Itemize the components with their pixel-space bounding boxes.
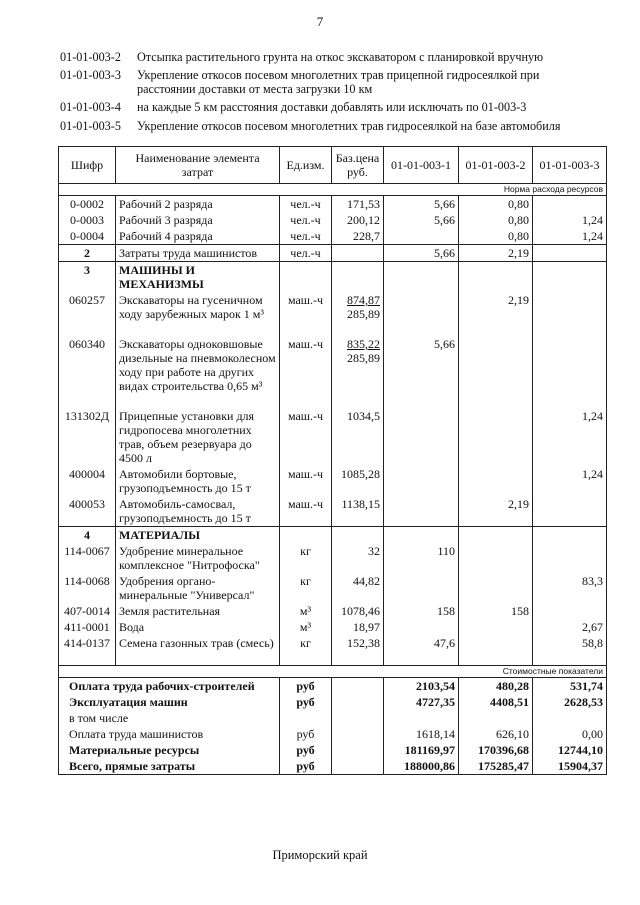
row-c1: [384, 573, 459, 603]
row-c3: 1,24: [533, 228, 607, 245]
total-c3: 12744,10: [533, 742, 607, 758]
header-text: Укрепление откосов посевом многолетних трав прицепной гидросеялкой при расстоянии доставки от места загрузки 10 км: [137, 68, 540, 96]
total-row: [59, 678, 607, 695]
total-name: Эксплуатация машин: [59, 694, 280, 710]
section-title: МАТЕРИАЛЫ: [116, 527, 280, 544]
row-price: 1034,5: [332, 408, 384, 466]
page-number: 7: [316, 14, 324, 29]
total-unit: руб: [280, 758, 332, 775]
total-c2: 4408,51: [459, 694, 533, 710]
row-unit: маш.-ч: [280, 292, 332, 336]
header-code: 01-01-003-4: [60, 100, 121, 114]
total-c1: 4727,35: [384, 694, 459, 710]
table-row: [59, 228, 607, 245]
total-row: [59, 726, 607, 742]
row-c1: [384, 496, 459, 527]
total-c2: 480,28: [459, 678, 533, 695]
machines-section-row: [59, 262, 607, 293]
total-c3: 15904,37: [533, 758, 607, 775]
row-c1: [384, 619, 459, 635]
total-c1: [384, 710, 459, 726]
row-code: 2: [59, 245, 116, 262]
row-name: Удобрения органо-минеральные "Универсал": [116, 573, 280, 603]
row-unit: маш.-ч: [280, 336, 332, 408]
total-name: Оплата труда рабочих-строителей: [59, 678, 280, 695]
resource-table: [58, 146, 607, 775]
row-price: [332, 336, 384, 408]
table-row: [59, 573, 607, 603]
col-header-code: Шифр: [59, 147, 116, 184]
total-row: [59, 758, 607, 775]
row-code: 060257: [59, 292, 116, 336]
total-c1: 2103,54: [384, 678, 459, 695]
table-row: [59, 496, 607, 527]
row-c3: 2,67: [533, 619, 607, 635]
table-header-row: [59, 147, 607, 184]
header-code: 01-01-003-2: [60, 50, 121, 64]
col-header-c3: 01-01-003-3: [533, 147, 607, 184]
total-name: Всего, прямые затраты: [59, 758, 280, 775]
row-price: 200,12: [332, 212, 384, 228]
row-price: 44,82: [332, 573, 384, 603]
row-c2: 0,80: [459, 212, 533, 228]
row-price: 228,7: [332, 228, 384, 245]
row-c1: 5,66: [384, 336, 459, 408]
table-row: [59, 543, 607, 573]
header-text: Отсыпка растительного грунта на откос экскаватором с планировкой вручную: [137, 50, 544, 64]
total-unit: [280, 710, 332, 726]
row-unit: кг: [280, 573, 332, 603]
row-c3: 1,24: [533, 408, 607, 466]
row-name: Экскаваторы одноковшовые дизельные на пневмоколесном ходу при работе на других видах строительства 0,65 м³: [116, 336, 280, 408]
total-c3: 531,74: [533, 678, 607, 695]
row-c2: 0,80: [459, 228, 533, 245]
row-c2: 2,19: [459, 496, 533, 527]
row-unit: м³: [280, 603, 332, 619]
col-header-price: Баз.цена руб.: [332, 147, 384, 184]
materials-section-row: [59, 527, 607, 544]
row-c3: 58,8: [533, 635, 607, 666]
table-row: [59, 292, 607, 336]
row-c3: [533, 603, 607, 619]
row-name: Удобрение минеральное комплексное "Нитрофоска": [116, 543, 280, 573]
header-text: Укрепление откосов посевом многолетних трав гидросеялкой на базе автомобиля: [137, 119, 561, 133]
row-price: 1138,15: [332, 496, 384, 527]
row-price: [332, 245, 384, 262]
row-code: 414-0137: [59, 635, 116, 666]
total-row: [59, 742, 607, 758]
total-row: [59, 694, 607, 710]
total-c2: 170396,68: [459, 742, 533, 758]
table-row: [59, 196, 607, 213]
row-name: Экскаваторы на гусеничном ходу зарубежных марок 1 м³: [116, 292, 280, 336]
row-c2: [459, 573, 533, 603]
row-c2: 158: [459, 603, 533, 619]
row-price: 171,53: [332, 196, 384, 213]
row-c2: [459, 619, 533, 635]
row-c1: 158: [384, 603, 459, 619]
row-unit: чел.-ч: [280, 245, 332, 262]
row-unit: маш.-ч: [280, 466, 332, 496]
price-primary: 835,22: [347, 337, 380, 351]
row-unit: чел.-ч: [280, 228, 332, 245]
row-c1: [384, 466, 459, 496]
col-header-c1: 01-01-003-1: [384, 147, 459, 184]
row-unit: кг: [280, 543, 332, 573]
page-footer: Приморский край: [272, 848, 368, 862]
price-secondary: 285,89: [347, 307, 380, 321]
table-row: [59, 408, 607, 466]
price-secondary: 285,89: [347, 351, 380, 365]
table-row: [59, 336, 607, 408]
total-name: Оплата труда машинистов: [59, 726, 280, 742]
row-code: 411-0001: [59, 619, 116, 635]
row-c2: [459, 466, 533, 496]
row-c3: [533, 496, 607, 527]
row-code: 400004: [59, 466, 116, 496]
row-c2: [459, 408, 533, 466]
total-c1: 1618,14: [384, 726, 459, 742]
machinist-row: [59, 245, 607, 262]
table-row: [59, 212, 607, 228]
row-c3: [533, 336, 607, 408]
row-c2: [459, 336, 533, 408]
table-row: [59, 619, 607, 635]
section-code: 3: [59, 262, 116, 293]
row-price: 152,38: [332, 635, 384, 666]
row-code: 0-0003: [59, 212, 116, 228]
row-code: 407-0014: [59, 603, 116, 619]
row-c1: [384, 408, 459, 466]
total-c2: 175285,47: [459, 758, 533, 775]
row-unit: кг: [280, 635, 332, 666]
row-unit: маш.-ч: [280, 496, 332, 527]
total-c3: 2628,53: [533, 694, 607, 710]
col-header-name: Наименование элемента затрат: [116, 147, 280, 184]
row-c3: [533, 196, 607, 213]
col-header-unit: Ед.изм.: [280, 147, 332, 184]
header-code: 01-01-003-3: [60, 68, 121, 82]
row-name: Автомобиль-самосвал, грузоподъемность до 15 т: [116, 496, 280, 527]
section-code: 4: [59, 527, 116, 544]
row-code: 114-0067: [59, 543, 116, 573]
norm-label-row: [59, 184, 607, 196]
row-c2: 2,19: [459, 292, 533, 336]
row-c1: [384, 228, 459, 245]
row-unit: чел.-ч: [280, 212, 332, 228]
row-c3: 1,24: [533, 212, 607, 228]
row-name: Вода: [116, 619, 280, 635]
row-c3: [533, 245, 607, 262]
row-c3: 1,24: [533, 466, 607, 496]
table-row: [59, 603, 607, 619]
section-title: МАШИНЫ И МЕХАНИЗМЫ: [116, 262, 280, 293]
total-c3: 0,00: [533, 726, 607, 742]
row-code: 114-0068: [59, 573, 116, 603]
total-name: Материальные ресурсы: [59, 742, 280, 758]
row-name: Земля растительная: [116, 603, 280, 619]
row-code: 0-0002: [59, 196, 116, 213]
cost-label: Стоимостные показатели: [59, 666, 607, 678]
row-price: [332, 292, 384, 336]
table-row: [59, 635, 607, 666]
row-c2: [459, 543, 533, 573]
row-name: Семена газонных трав (смесь): [116, 635, 280, 666]
header-code: 01-01-003-5: [60, 119, 121, 133]
row-c2: [459, 635, 533, 666]
row-name: Рабочий 4 разряда: [116, 228, 280, 245]
row-code: 400053: [59, 496, 116, 527]
total-c2: [459, 710, 533, 726]
row-price: 18,97: [332, 619, 384, 635]
total-c3: [533, 710, 607, 726]
header-text: на каждые 5 км расстояния доставки добавлять или исключать по 01-003-3: [137, 100, 527, 114]
row-price: 1085,28: [332, 466, 384, 496]
row-c1: 5,66: [384, 212, 459, 228]
total-c1: 181169,97: [384, 742, 459, 758]
row-code: 131302Д: [59, 408, 116, 466]
row-c3: [533, 543, 607, 573]
total-unit: руб: [280, 742, 332, 758]
total-c2: 626,10: [459, 726, 533, 742]
row-name: Затраты труда машинистов: [116, 245, 280, 262]
row-code: 060340: [59, 336, 116, 408]
total-c1: 188000,86: [384, 758, 459, 775]
row-price: 32: [332, 543, 384, 573]
row-c1: 5,66: [384, 245, 459, 262]
total-unit: руб: [280, 694, 332, 710]
row-c3: [533, 292, 607, 336]
row-c2: 0,80: [459, 196, 533, 213]
row-c1: 47,6: [384, 635, 459, 666]
row-c2: 2,19: [459, 245, 533, 262]
total-name: в том числе: [59, 710, 280, 726]
cost-label-row: [59, 666, 607, 678]
row-name: Автомобили бортовые, грузоподъемность до 15 т: [116, 466, 280, 496]
total-row: [59, 710, 607, 726]
row-unit: м³: [280, 619, 332, 635]
row-name: Рабочий 3 разряда: [116, 212, 280, 228]
row-price: 1078,46: [332, 603, 384, 619]
row-c1: 110: [384, 543, 459, 573]
row-c1: [384, 292, 459, 336]
price-primary: 874,87: [347, 293, 380, 307]
row-code: 0-0004: [59, 228, 116, 245]
norm-label: Норма расхода ресурсов: [59, 184, 607, 196]
row-c3: 83,3: [533, 573, 607, 603]
row-unit: маш.-ч: [280, 408, 332, 466]
row-c1: 5,66: [384, 196, 459, 213]
total-unit: руб: [280, 678, 332, 695]
total-unit: руб: [280, 726, 332, 742]
table-row: [59, 466, 607, 496]
row-unit: чел.-ч: [280, 196, 332, 213]
row-name: Прицепные установки для гидропосева многолетних трав, объем резервуара до 4500 л: [116, 408, 280, 466]
col-header-c2: 01-01-003-2: [459, 147, 533, 184]
row-name: Рабочий 2 разряда: [116, 196, 280, 213]
